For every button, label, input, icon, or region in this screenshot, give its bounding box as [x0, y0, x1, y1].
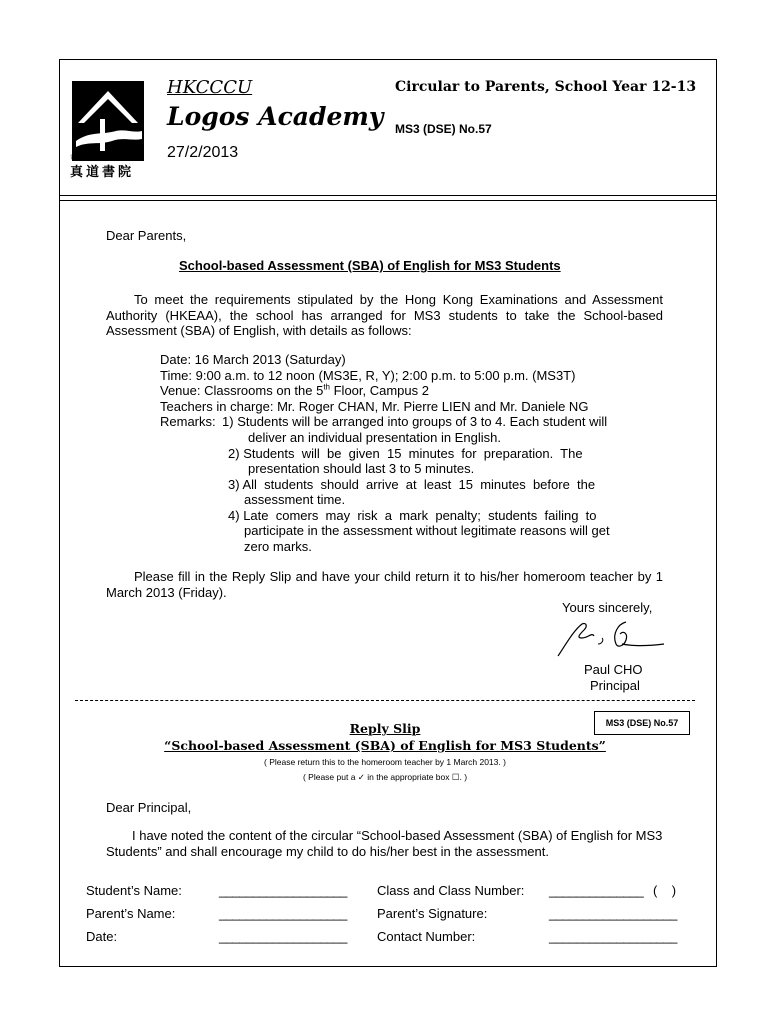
- reply-slip-note-tick: ( Please put a ✓ in the appropriate box ☐. ): [302, 772, 468, 782]
- acknowledgement-paragraph: I have noted the content of the circular “School-based Assessment (SBA) of English for MS3 Students” and shall encourage my child to do his/her best in the assessment.: [106, 828, 663, 859]
- principal-signature-icon: [552, 616, 666, 660]
- circular-header: [59, 59, 717, 201]
- logo-caption-large: 真道書院: [70, 165, 135, 180]
- closing-paragraph: Please fill in the Reply Slip and have your child return it to his/her homeroom teacher by 1 March 2013 (Friday).: [106, 569, 663, 600]
- circular-number: MS3 (DSE) No.57: [395, 122, 492, 136]
- valediction: Yours sincerely,: [562, 600, 653, 615]
- remark-3-cont: assessment time.: [244, 492, 346, 507]
- signer-name: Paul CHO: [584, 662, 643, 677]
- parent-name-label: Parent’s Name:: [86, 906, 176, 921]
- cut-line-divider: [75, 700, 695, 701]
- signer-title: Principal: [590, 678, 640, 693]
- date-label: Date:: [86, 929, 118, 944]
- circular-title: Circular to Parents, School Year 12-13: [395, 79, 697, 95]
- remark-2: 2) Students will be given 15 minutes for preparation. The: [228, 446, 583, 461]
- school-name: Logos Academy: [167, 102, 384, 131]
- remark-4-cont2: zero marks.: [244, 539, 312, 554]
- remark-4-cont: participate in the assessment without legitimate reasons will get: [244, 523, 610, 538]
- class-number-paren: ( ): [653, 883, 677, 898]
- parent-name-field[interactable]: ___________________: [219, 906, 347, 921]
- class-number-label: Class and Class Number:: [377, 883, 525, 898]
- logo-caption-small: 香港華人基督教聯會: [70, 154, 129, 161]
- remark-1-cont: deliver an individual presentation in English.: [248, 430, 501, 445]
- issue-date: 27/2/2013: [167, 144, 239, 161]
- remark-4: 4) Late comers may risk a mark penalty; students failing to: [228, 508, 597, 523]
- detail-teachers: Teachers in charge: Mr. Roger CHAN, Mr. Pierre LIEN and Mr. Daniele NG: [160, 398, 589, 414]
- date-field[interactable]: ___________________: [219, 929, 347, 944]
- contact-number-field[interactable]: ___________________: [549, 929, 677, 944]
- student-name-field[interactable]: ___________________: [219, 883, 347, 898]
- intro-paragraph: To meet the requirements stipulated by the Hong Kong Examinations and Assessment Authority (HKEAA), the school has arranged for MS3 students to take the School-based Assessment (SBA) of English, with details as follows:: [106, 292, 663, 338]
- parent-signature-field[interactable]: ___________________: [549, 906, 677, 921]
- student-name-label: Student’s Name:: [86, 883, 182, 898]
- class-number-field[interactable]: ______________: [549, 883, 644, 898]
- reply-salutation: Dear Principal,: [106, 800, 192, 815]
- reply-slip-note-return: ( Please return this to the homeroom teacher by 1 March 2013. ): [264, 757, 506, 767]
- detail-time: Time: 9:00 a.m. to 12 noon (MS3E, R, Y); 2:00 p.m. to 5:00 p.m. (MS3T): [160, 367, 576, 383]
- remark-1: 1) Students will be arranged into groups of 3 to 4. Each student will: [222, 414, 608, 429]
- org-acronym: HKCCCU: [167, 77, 253, 98]
- parent-signature-label: Parent’s Signature:: [377, 906, 488, 921]
- reply-slip-number: MS3 (DSE) No.57: [594, 711, 690, 735]
- detail-date: Date: 16 March 2013 (Saturday): [160, 352, 346, 367]
- letter-subject: School-based Assessment (SBA) of English for MS3 Students: [179, 258, 561, 273]
- reply-slip-title: Reply Slip: [349, 721, 421, 736]
- salutation: Dear Parents,: [106, 228, 187, 243]
- reply-slip-subtitle: “School-based Assessment (SBA) of English for MS3 Students”: [164, 738, 606, 753]
- detail-venue: Venue: Classrooms on the 5th Floor, Campus 2: [160, 382, 429, 398]
- remark-2-cont: presentation should last 3 to 5 minutes.: [248, 461, 475, 476]
- remark-3: 3) All students should arrive at least 15 minutes before the: [228, 477, 596, 492]
- detail-remarks-label: Remarks:: [160, 414, 216, 429]
- contact-number-label: Contact Number:: [377, 929, 476, 944]
